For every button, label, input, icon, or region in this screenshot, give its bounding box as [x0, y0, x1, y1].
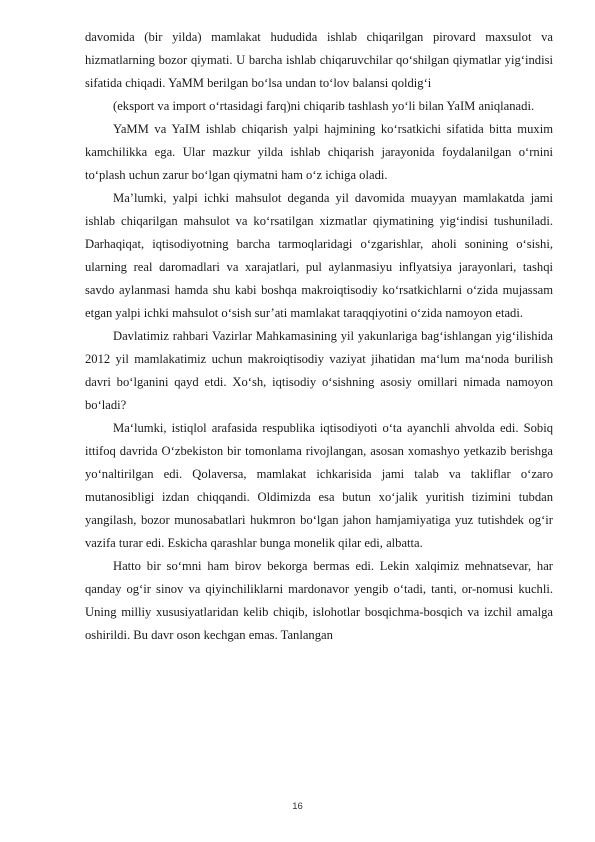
paragraph-7: Hatto bir so‘mni ham birov bekorga bermas edi. Lekin xalqimiz mehnatsevar, har qanday og‘ir sinov va qiyinchiliklarni mardonavor yengib o‘tadi, tanti, or-nomusi kuchli. Uning milliy xususiyatlaridan kelib chiqib, islohotlar bosqichma-bosqich va izchil amalga oshirildi. Bu davr oson kechgan emas. Tanlangan: [85, 559, 553, 642]
paragraph-1: davomida (bir yilda) mamlakat hududida ishlab chiqarilgan pirovard maxsulot va hizmatlarning bozor qiymati. U barcha ishlab chiqaruvchilar qo‘shilgan qiymatlar yig‘indisi sifatida chiqadi. YaMM berilgan bo‘lsa undan to‘lov balansi qoldig‘i: [85, 30, 553, 90]
paragraph-2: (eksport va import o‘rtasidagi farq)ni chiqarib tashlash yo‘li bilan YaIM aniqlanadi.: [113, 99, 535, 113]
body-text: [85, 26, 553, 647]
paragraph-3: YaMM va YaIM ishlab chiqarish yalpi hajmining ko‘rsatkichi sifatida bitta muxim kamchilikka ega. Ular mazkur yilda ishlab chiqarish jarayonida foydalanilgan o‘rnini to‘plash uchun zarur bo‘lgan qiymatni ham o‘z ichiga oladi.: [85, 122, 553, 182]
paragraph-5: Davlatimiz rahbari Vazirlar Mahkamasining yil yakunlariga bag‘ishlangan yig‘ilishida 2012 yil mamlakatimiz uchun makroiqtisodiy vaziyat jihatidan ma‘lum ma‘noda burilish davri bo‘lganini qayd etdi. Xo‘sh, iqtisodiy o‘sishning asosiy omillari nimada namoyon bo‘ladi?: [85, 329, 553, 412]
paragraph-4: Ma’lumki, yalpi ichki mahsulot deganda yil davomida muayyan mamlakatda jami ishlab chiqarilgan mahsulot va ko‘rsatilgan xizmatlar qiymatining yig‘indisi tushuniladi. Darhaqiqat, iqtisodiyotning barcha tarmoqlaridagi o‘zgarishlar, aholi sonining o‘sishi, ularning real daromadlari va xarajatlari, pul aylanmasiyu inflyatsiya jarayonlari, tashqi savdo aylanmasi hamda shu kabi boshqa makroiqtisodiy ko‘rsatkichlarni o‘zida mujassam etgan yalpi ichki mahsulot o‘sish sur’ati mamlakat taraqqiyotini o‘zida namoyon etadi.: [85, 191, 553, 320]
page-number: 16: [292, 801, 303, 812]
paragraph-6: Ma‘lumki, istiqlol arafasida respublika iqtisodiyoti o‘ta ayanchli ahvolda edi. Sobiq ittifoq davrida O‘zbekiston bir tomonlama rivojlangan, asosan xomashyo yetkazib berishga yo‘naltirilgan edi. Qolaversa, mamlakat ichkarisida jami talab va takliflar o‘zaro mutanosibligi izdan chiqqandi. Oldimizda esa butun xo‘jalik yuritish tizimini tubdan yangilash, bozor munosabatlari hukmron bo‘lgan jahon hamjamiyatiga yuz tutishdek og‘ir vazifa turar edi. Eskicha qarashlar bunga monelik qilar edi, albatta.: [85, 421, 553, 550]
